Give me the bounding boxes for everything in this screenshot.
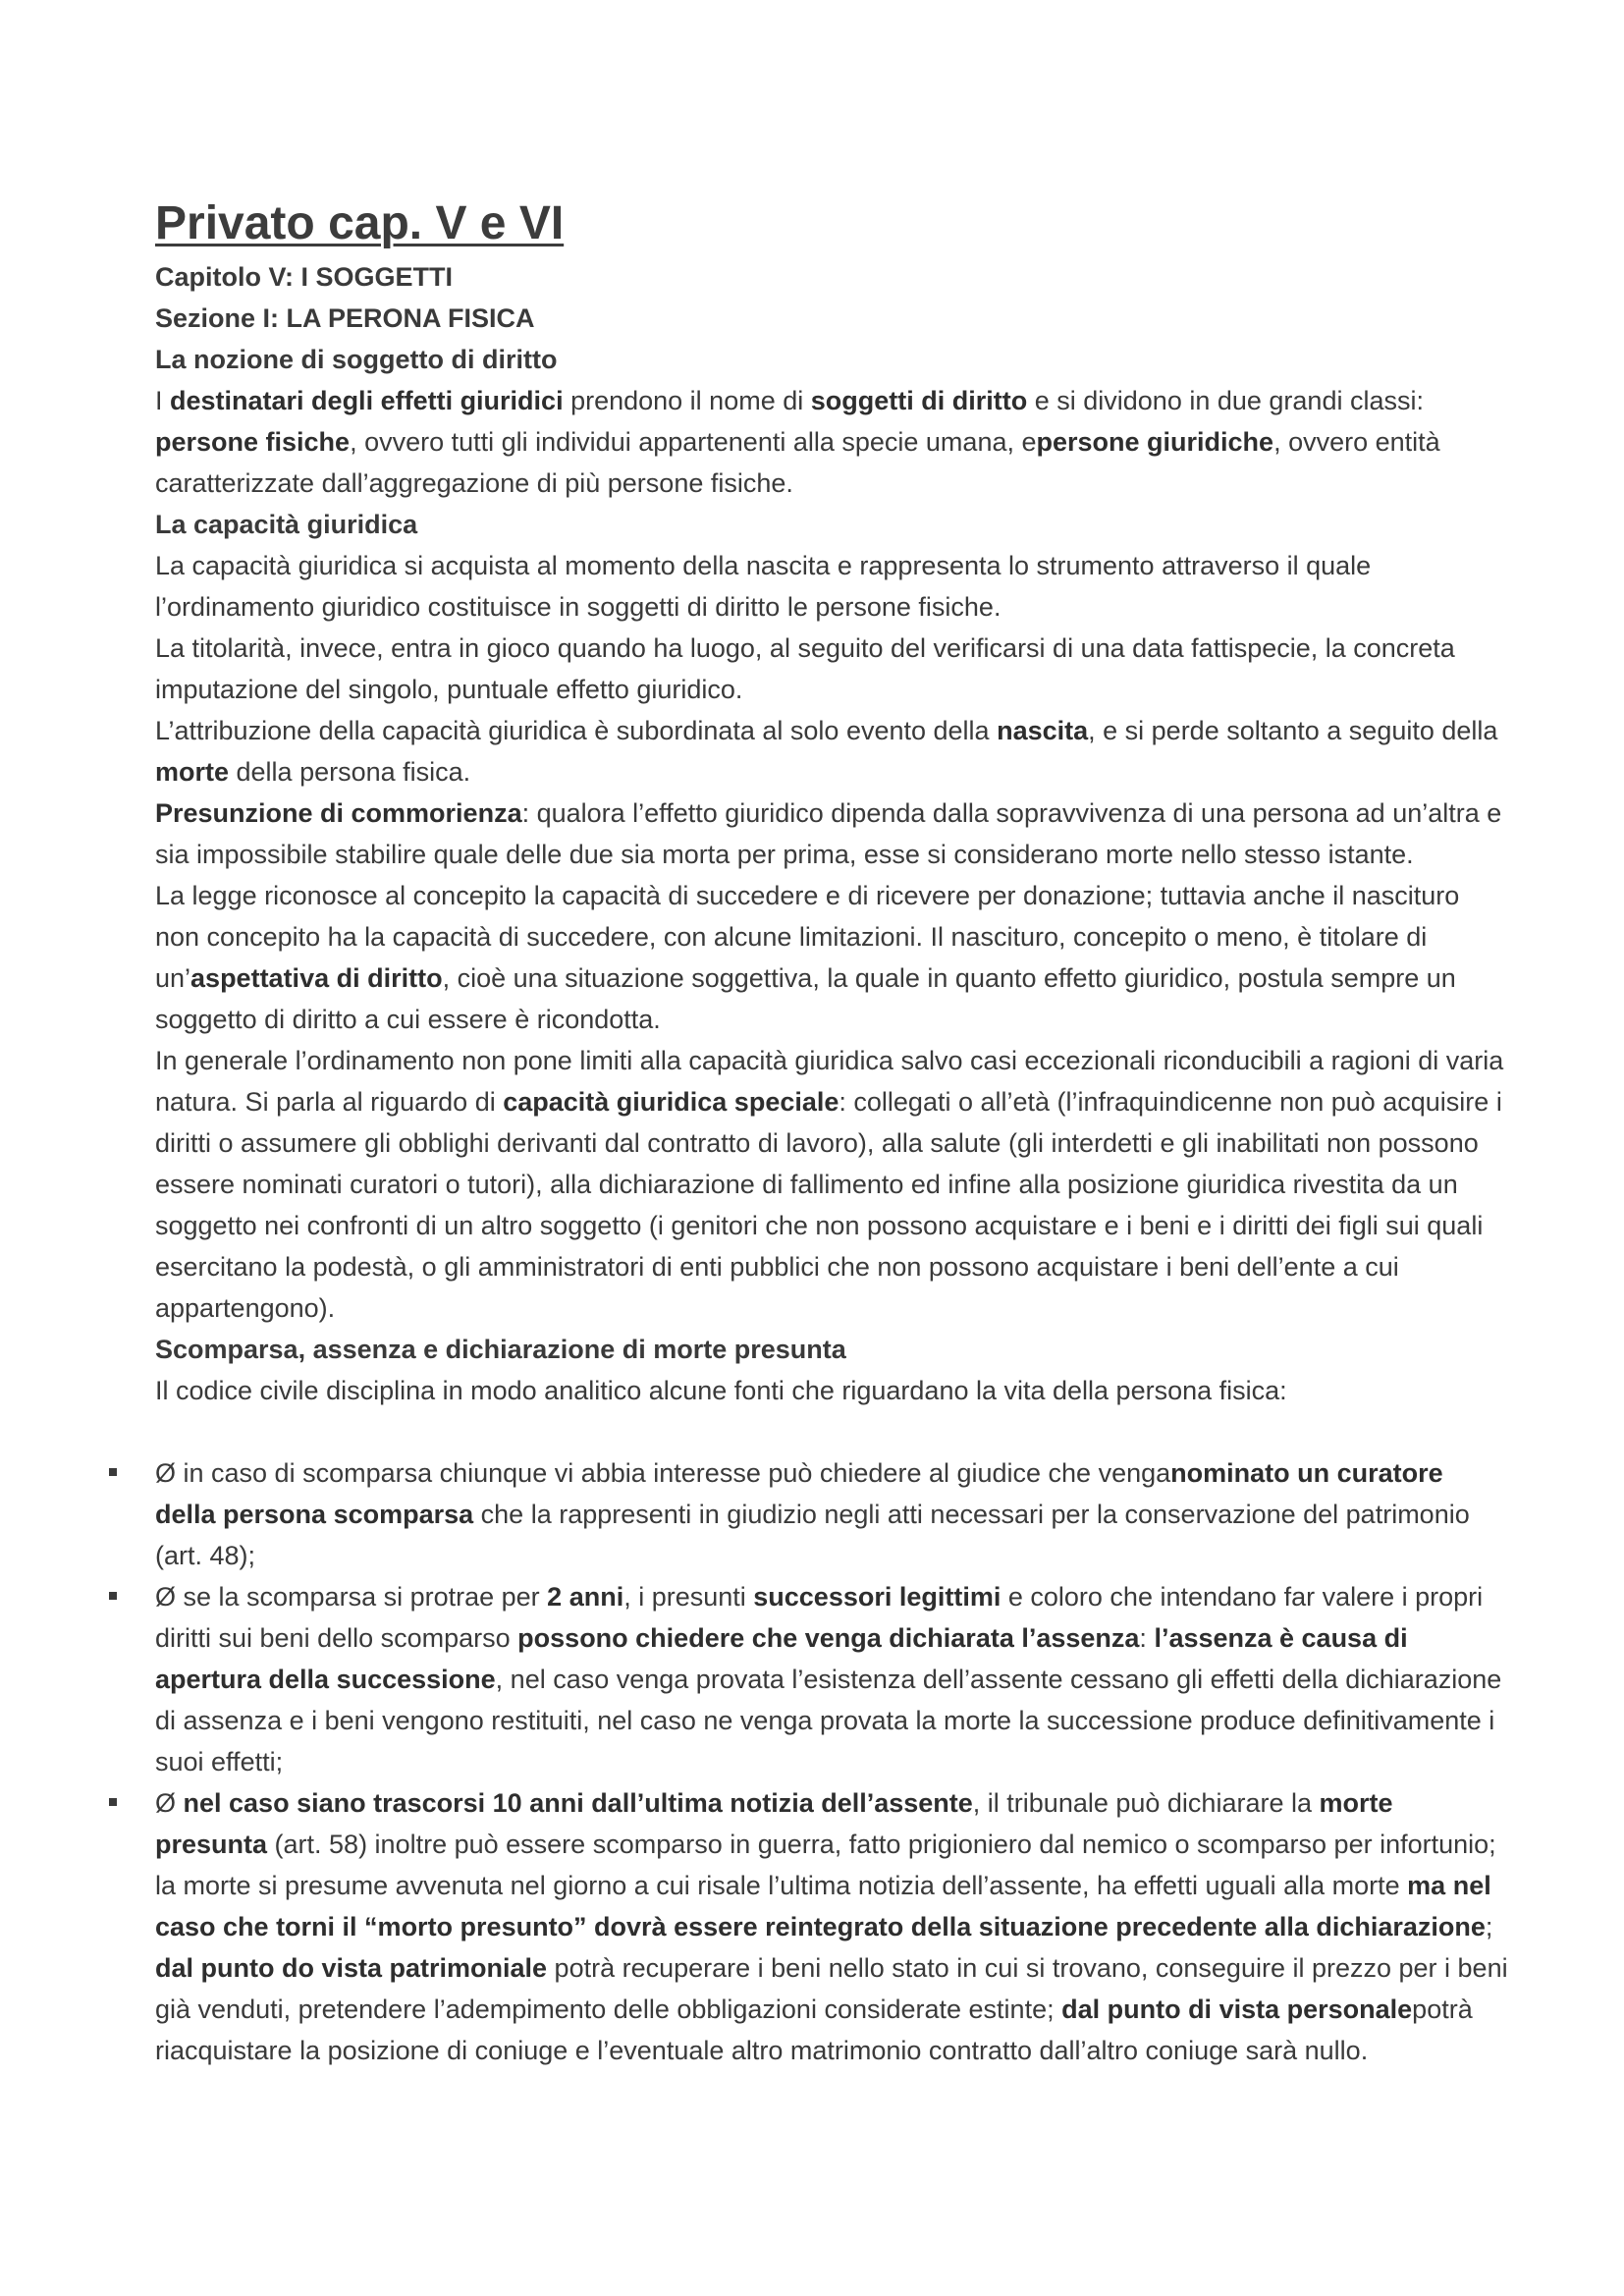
text-run: I	[155, 386, 171, 415]
text-run: ;	[1485, 1912, 1493, 1941]
bullet-list	[155, 1452, 1510, 2071]
spacer	[155, 1411, 1510, 1452]
paragraph-attribuzione	[155, 710, 1510, 793]
bold-text-run: soggetti di diritto	[810, 386, 1028, 415]
paragraph-capacita-speciale	[155, 1040, 1510, 1329]
bold-text-run: successori legittimi	[753, 1582, 1001, 1612]
bold-text-run: possono chiedere che venga dichiarata l’assenza	[517, 1623, 1140, 1653]
bullet-square-icon	[109, 1468, 117, 1476]
heading-nozione: La nozione di soggetto di diritto	[155, 345, 558, 374]
paragraph-capacita-1	[155, 545, 1510, 628]
paragraph-concepito	[155, 875, 1510, 1040]
text-run: e coloro che intendano far valere i propri diritti sui beni dello scomparso	[155, 1582, 1484, 1653]
text-run: della persona fisica.	[229, 757, 471, 787]
bold-text-run: nominato un curatore della persona scomparsa	[155, 1458, 1443, 1529]
bold-text-run: morte presunta	[155, 1788, 1393, 1859]
text-run: , nel caso venga provata l’esistenza dell’assente cessano gli effetti della dichiarazione di assenza e i beni vengono restituiti, nel caso ne venga provata la morte la successione produce definitivamente i suoi effetti;	[155, 1665, 1502, 1777]
bold-text-run: 2 anni	[547, 1582, 624, 1612]
bold-text-run: destinatari degli effetti giuridici	[170, 386, 564, 415]
bold-text-run: aspettativa di diritto	[190, 963, 443, 993]
text-run: Il codice civile disciplina in modo analitico alcune fonti che riguardano la vita della persona fisica:	[155, 1376, 1287, 1405]
text-run: : collegati o all’età (l’infraquindicenne non può acquisire i diritti o assumere gli obblighi derivanti dal contratto di lavoro), alla salute (gli interdetti e gli inabilitati non possono essere nominati curatori o tutori), alla dichiarazione di fallimento ed infine alla posizione giuridica rivestita da un soggetto nei confronti di un altro soggetto (i genitori che non possono acquistare e i beni e i diritti dei figli sui quali esercitano la podestà, o gli amministratori di enti pubblici che non possono acquistare i beni dell’ente a cui appartengono).	[155, 1087, 1502, 1323]
text-run: e si dividono in due grandi classi:	[1027, 386, 1424, 415]
document-title: Privato cap. V e VI	[155, 197, 565, 249]
text-run: In generale l’ordinamento non pone limiti alla capacità giuridica salvo casi eccezionali riconducibili a ragioni di varia natura. Si parla al riguardo di	[155, 1046, 1504, 1117]
text-run: , i presunti	[623, 1582, 754, 1612]
bold-text-run: ma nel caso che torni il “morto presunto” dovrà essere reintegrato della situazione precedente alla dichiarazione	[155, 1871, 1491, 1941]
text-run: Ø	[155, 1788, 184, 1818]
list-item	[155, 1576, 1510, 1782]
text-run: , e si perde soltanto a seguito della	[1088, 716, 1498, 745]
paragraph-nozione	[155, 380, 1510, 504]
text-run: (art. 58) inoltre può essere scomparso in guerra, fatto prigioniero dal nemico o scomparso per infortunio; la morte si presume avvenuta nel giorno a cui risale l’ultima notizia dell’assente, ha effetti uguali alla morte	[155, 1830, 1496, 1900]
text-run: : qualora l’effetto giuridico dipenda dalla sopravvivenza di una persona ad un’altra e sia impossibile stabilire quale delle due sia morta per prima, esse si considerano morte nello stesso istante.	[155, 798, 1502, 869]
bullet-square-icon	[109, 1592, 117, 1600]
text-run: La legge riconosce al concepito la capacità di succedere e di ricevere per donazione; tuttavia anche il nascituro non concepito ha la capacità di succedere, con alcune limitazioni. Il nascituro, concepito o meno, è titolare di un’	[155, 881, 1460, 993]
list-item	[155, 1452, 1510, 1576]
list-item-text	[155, 1582, 1501, 1777]
bold-text-run: persone fisiche	[155, 427, 351, 457]
text-run: , ovvero entità caratterizzate dall’aggregazione di più persone fisiche.	[155, 427, 1440, 498]
text-run: che la rappresenti in giudizio negli atti necessari per la conservazione del patrimonio (art. 48);	[155, 1500, 1470, 1570]
text-run: , ovvero tutti gli individui appartenenti alla specie umana, e	[350, 427, 1037, 457]
text-run: La capacità giuridica si acquista al momento della nascita e rappresenta lo strumento attraverso il quale l’ordinamento giuridico costituisce in soggetti di diritto le persone fisiche.	[155, 551, 1372, 622]
bold-text-run: capacità giuridica speciale	[503, 1087, 839, 1117]
bold-text-run: l’assenza è causa di apertura della successione	[155, 1623, 1408, 1694]
bold-text-run: Presunzione di commorienza	[155, 798, 522, 828]
paragraph-codice-civile	[155, 1370, 1510, 1411]
text-run: potrà riacquistare la posizione di coniuge e l’eventuale altro matrimonio contratto dall’altro coniuge sarà nullo.	[155, 1995, 1473, 2065]
heading-capacita: La capacità giuridica	[155, 510, 418, 539]
text-run: potrà recuperare i beni nello stato in cui si trovano, conseguire il prezzo per i beni già venduti, pretendere l’adempimento delle obbligazioni considerate estinte;	[155, 1953, 1508, 2024]
list-item	[155, 1782, 1510, 2071]
text-run: La titolarità, invece, entra in gioco quando ha luogo, al seguito del verificarsi di una data fattispecie, la concreta imputazione del singolo, puntuale effetto giuridico.	[155, 633, 1455, 704]
paragraph-commorienza	[155, 793, 1510, 875]
document-page	[155, 191, 1510, 2071]
text-run: L’attribuzione della capacità giuridica è subordinata al solo evento della	[155, 716, 998, 745]
text-run: , cioè una situazione soggettiva, la quale in quanto effetto giuridico, postula sempre un soggetto di diritto a cui essere è ricondotta.	[155, 963, 1456, 1034]
bold-text-run: nel caso siano trascorsi 10 anni dall’ultima notizia dell’assente	[183, 1788, 973, 1818]
bold-text-run: persone giuridiche	[1036, 427, 1274, 457]
section-heading: Sezione I: LA PERONA FISICA	[155, 303, 535, 333]
paragraph-titolarita	[155, 628, 1510, 710]
bold-text-run: dal punto do vista patrimoniale	[155, 1953, 548, 1983]
bold-text-run: morte	[155, 757, 230, 787]
chapter-heading: Capitolo V: I SOGGETTI	[155, 262, 454, 292]
bold-text-run: nascita	[997, 716, 1089, 745]
text-run: :	[1139, 1623, 1155, 1653]
text-run: prendono il nome di	[563, 386, 811, 415]
text-run: Ø se la scomparsa si protrae per	[155, 1582, 548, 1612]
text-run: Ø in caso di scomparsa chiunque vi abbia interesse può chiedere al giudice che venga	[155, 1458, 1171, 1488]
list-item-text	[155, 1788, 1508, 2065]
bullet-square-icon	[109, 1798, 117, 1806]
heading-scomparsa: Scomparsa, assenza e dichiarazione di morte presunta	[155, 1335, 846, 1364]
list-item-text	[155, 1458, 1470, 1570]
text-run: , il tribunale può dichiarare la	[972, 1788, 1320, 1818]
bold-text-run: dal punto di vista personale	[1061, 1995, 1413, 2024]
